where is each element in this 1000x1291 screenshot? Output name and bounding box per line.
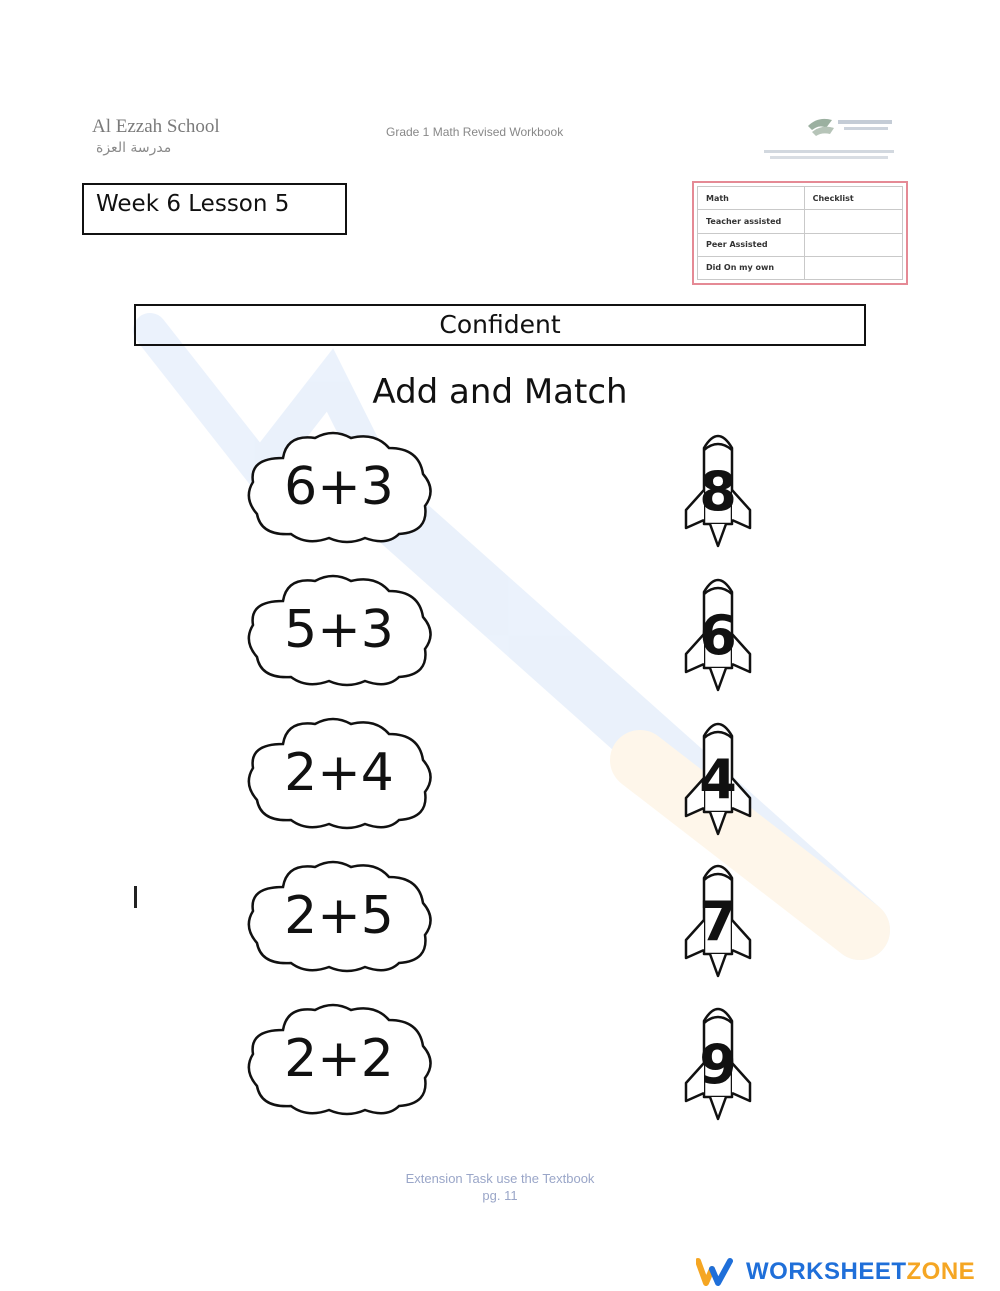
cloud-problem[interactable] xyxy=(243,714,435,832)
brand-name-part1: WORKSHEET xyxy=(746,1258,907,1285)
lesson-label: Week 6 Lesson 5 xyxy=(82,183,347,235)
footer-line: Extension Task use the Textbook xyxy=(405,1171,595,1186)
checklist-header-row xyxy=(698,187,903,210)
rocket-answer[interactable] xyxy=(672,424,764,550)
rocket-answer[interactable] xyxy=(672,568,764,694)
brand-name-part2: ZONE xyxy=(906,1258,976,1285)
rocket-answer[interactable] xyxy=(672,997,764,1123)
rocket-number: 9 xyxy=(699,1033,737,1096)
stray-mark xyxy=(134,886,137,908)
worksheetzone-logo-icon xyxy=(696,1257,734,1287)
footer-page: pg. 11 xyxy=(482,1188,518,1203)
checklist-row xyxy=(698,210,903,233)
cloud-problem[interactable] xyxy=(243,428,435,546)
checklist-row-label: Peer Assisted xyxy=(698,233,805,256)
brand-name xyxy=(746,1258,975,1286)
school-name-arabic: مدرسة العزة xyxy=(96,140,172,156)
checklist-checkbox-cell[interactable] xyxy=(804,210,902,233)
school-name: Al Ezzah School xyxy=(92,116,220,137)
cloud-problem[interactable] xyxy=(243,571,435,689)
addition-expression: 5+3 xyxy=(284,600,394,660)
addition-expression: 2+5 xyxy=(284,886,394,946)
checklist-row xyxy=(698,233,903,256)
checklist-checkbox-cell[interactable] xyxy=(804,256,902,279)
checklist-row-label: Teacher assisted xyxy=(698,210,805,233)
brand-logo[interactable] xyxy=(696,1255,975,1289)
rocket-answer[interactable] xyxy=(672,712,764,838)
checklist-header-cell: Math xyxy=(698,187,805,210)
rocket-answer[interactable] xyxy=(672,854,764,980)
addition-expression: 2+4 xyxy=(284,743,394,803)
ministry-logo-icon xyxy=(760,114,900,166)
level-label: Confident xyxy=(134,304,866,346)
checklist-checkbox-cell[interactable] xyxy=(804,233,902,256)
checklist-row-label: Did On my own xyxy=(698,256,805,279)
rocket-number: 8 xyxy=(699,460,737,523)
rocket-number: 6 xyxy=(699,604,737,667)
cloud-problem[interactable] xyxy=(243,857,435,975)
checklist-row xyxy=(698,256,903,279)
checklist-table xyxy=(692,181,908,285)
addition-expression: 2+2 xyxy=(284,1029,394,1089)
addition-expression: 6+3 xyxy=(284,457,394,517)
rocket-number: 7 xyxy=(699,890,737,953)
task-title: Add and Match xyxy=(372,372,628,412)
footer-note xyxy=(0,1170,1000,1204)
checklist-header-cell: Checklist xyxy=(804,187,902,210)
workbook-title: Grade 1 Math Revised Workbook xyxy=(386,125,564,139)
rocket-number: 4 xyxy=(699,748,737,811)
cloud-problem[interactable] xyxy=(243,1000,435,1118)
